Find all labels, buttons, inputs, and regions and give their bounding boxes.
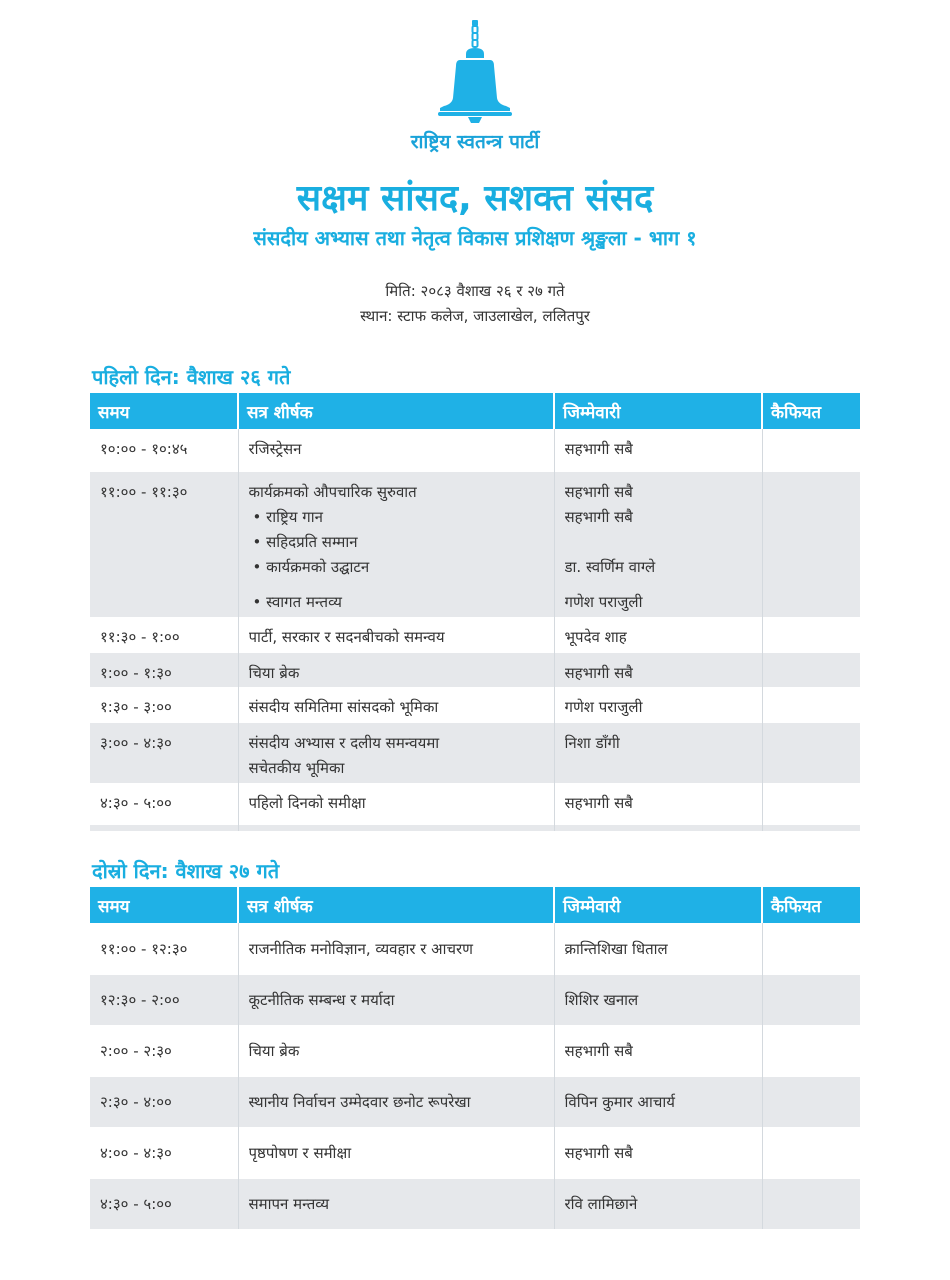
table-row	[90, 975, 860, 1025]
time-cell: १०:०० - १०:४५	[100, 440, 188, 458]
session-cell: संसदीय अभ्यास र दलीय समन्वयमा	[248, 734, 440, 752]
remarks-cell	[773, 988, 851, 1013]
responsible-cell: निशा डाँगी	[564, 734, 620, 752]
table-row	[90, 653, 860, 687]
col-header-remarks: कैफियत	[762, 393, 860, 429]
session-subitem: • सहिदप्रति सम्मान	[252, 533, 358, 551]
remarks-cell	[773, 437, 851, 462]
responsible-cell	[565, 530, 752, 555]
session-cell: सचेतकीय भूमिका	[248, 759, 345, 777]
table-row	[90, 1077, 860, 1127]
responsible-cell: विपिन कुमार आचार्य	[564, 1092, 675, 1111]
remarks-cell	[773, 1192, 851, 1217]
session-subitem: • राष्ट्रिय गान	[252, 508, 323, 526]
remarks-cell	[773, 937, 851, 962]
time-cell: १:३० - ३:००	[100, 698, 172, 716]
responsible-cell: सहभागी सबै	[564, 1143, 633, 1162]
table-row	[90, 472, 860, 617]
day1-schedule-table	[90, 393, 860, 831]
session-cell: संसदीय समितिमा सांसदको भूमिका	[248, 698, 439, 716]
col-header-time: समय	[90, 393, 238, 429]
col-header-responsible: जिम्मेवारी	[554, 887, 762, 923]
table-row	[90, 1127, 860, 1179]
table-header-row	[90, 887, 860, 923]
responsible-cell: सहभागी सबै	[564, 794, 633, 812]
responsible-cell: रवि लामिछाने	[564, 1194, 638, 1213]
table-row	[90, 1179, 860, 1229]
table-row	[90, 429, 860, 472]
responsible-cell: सहभागी सबै	[564, 664, 633, 682]
remarks-cell	[773, 1090, 851, 1115]
responsible-cell: सहभागी सबै	[564, 508, 633, 526]
remarks-cell	[773, 731, 851, 756]
table-row	[90, 723, 860, 783]
session-cell: पहिलो दिनको समीक्षा	[248, 794, 366, 812]
responsible-cell: डा. स्वर्णिम वाग्ले	[564, 558, 656, 576]
session-cell: पृष्ठपोषण र समीक्षा	[248, 1143, 352, 1162]
col-header-time: समय	[90, 887, 238, 923]
remarks-cell	[773, 1039, 851, 1064]
table-row	[90, 923, 860, 975]
time-cell: ३:०० - ४:३०	[100, 734, 172, 752]
remarks-cell	[773, 1141, 851, 1166]
remarks-cell	[773, 695, 851, 720]
col-header-session: सत्र शीर्षक	[238, 887, 554, 923]
table-header-row	[90, 393, 860, 429]
event-date: मिति: २०८३ वैशाख २६ र २७ गते	[385, 282, 565, 300]
day2-heading: दोस्रो दिन: वैशाख २७ गते	[92, 859, 280, 883]
remarks-cell	[773, 791, 851, 816]
responsible-cell: गणेश पराजुली	[564, 698, 643, 716]
responsible-cell: गणेश पराजुली	[564, 593, 643, 611]
day2-schedule-table	[90, 887, 860, 1229]
responsible-cell: शिशिर खनाल	[564, 990, 639, 1009]
table-row	[90, 783, 860, 825]
table-row	[90, 1025, 860, 1077]
responsible-cell: सहभागी सबै	[564, 483, 633, 501]
time-cell: १:०० - १:३०	[100, 664, 172, 682]
responsible-cell: क्रान्तिशिखा धिताल	[564, 939, 668, 958]
time-cell: ४:३० - ५:००	[100, 794, 172, 812]
remarks-cell	[773, 661, 851, 686]
responsible-cell: भूपदेव शाह	[564, 628, 627, 646]
col-header-remarks: कैफियत	[762, 887, 860, 923]
remarks-cell	[773, 625, 851, 650]
bell-icon	[436, 20, 514, 124]
event-venue: स्थान: स्टाफ कलेज, जाउलाखेल, ललितपुर	[360, 307, 590, 325]
session-cell: स्थानीय निर्वाचन उम्मेदवार छनोट रूपरेखा	[248, 1092, 471, 1111]
session-subitem: • कार्यक्रमको उद्घाटन	[252, 558, 370, 576]
session-cell: कार्यक्रमको औपचारिक सुरुवात	[248, 483, 417, 501]
time-cell: ४:३० - ५:००	[100, 1194, 172, 1213]
time-cell: ११:०० - १२:३०	[100, 939, 188, 958]
table-row	[90, 617, 860, 653]
session-cell: राजनीतिक मनोविज्ञान, व्यवहार र आचरण	[248, 939, 474, 958]
session-cell: चिया ब्रेक	[248, 664, 300, 682]
responsible-cell: सहभागी सबै	[564, 1041, 633, 1060]
session-cell: चिया ब्रेक	[248, 1041, 300, 1060]
page-title: सक्षम सांसद, सशक्त संसद	[296, 178, 654, 219]
session-cell: समापन मन्तव्य	[248, 1194, 330, 1213]
responsible-cell: सहभागी सबै	[564, 440, 633, 458]
page-subtitle: संसदीय अभ्यास तथा नेतृत्व विकास प्रशिक्षण श्रृङ्खला - भाग १	[253, 226, 697, 250]
time-cell: ४:०० - ४:३०	[100, 1143, 172, 1162]
session-subitem: • स्वागत मन्तव्य	[252, 593, 342, 611]
time-cell: १२:३० - २:००	[100, 990, 180, 1009]
time-cell: २:०० - २:३०	[100, 1041, 172, 1060]
time-cell: ११:३० - १:००	[100, 628, 180, 646]
day1-heading: पहिलो दिन: वैशाख २६ गते	[92, 365, 291, 389]
session-cell: पार्टी, सरकार र सदनबीचको समन्वय	[248, 628, 445, 646]
time-cell: २:३० - ४:००	[100, 1092, 172, 1111]
col-header-session: सत्र शीर्षक	[238, 393, 554, 429]
remarks-cell	[773, 480, 851, 505]
table-row	[90, 687, 860, 723]
col-header-responsible: जिम्मेवारी	[554, 393, 762, 429]
session-cell: कूटनीतिक सम्बन्ध र मर्यादा	[248, 990, 395, 1009]
time-cell: ११:०० - ११:३०	[100, 483, 188, 501]
party-name: राष्ट्रिय स्वतन्त्र पार्टी	[410, 131, 540, 153]
session-cell: रजिस्ट्रेसन	[248, 440, 302, 458]
